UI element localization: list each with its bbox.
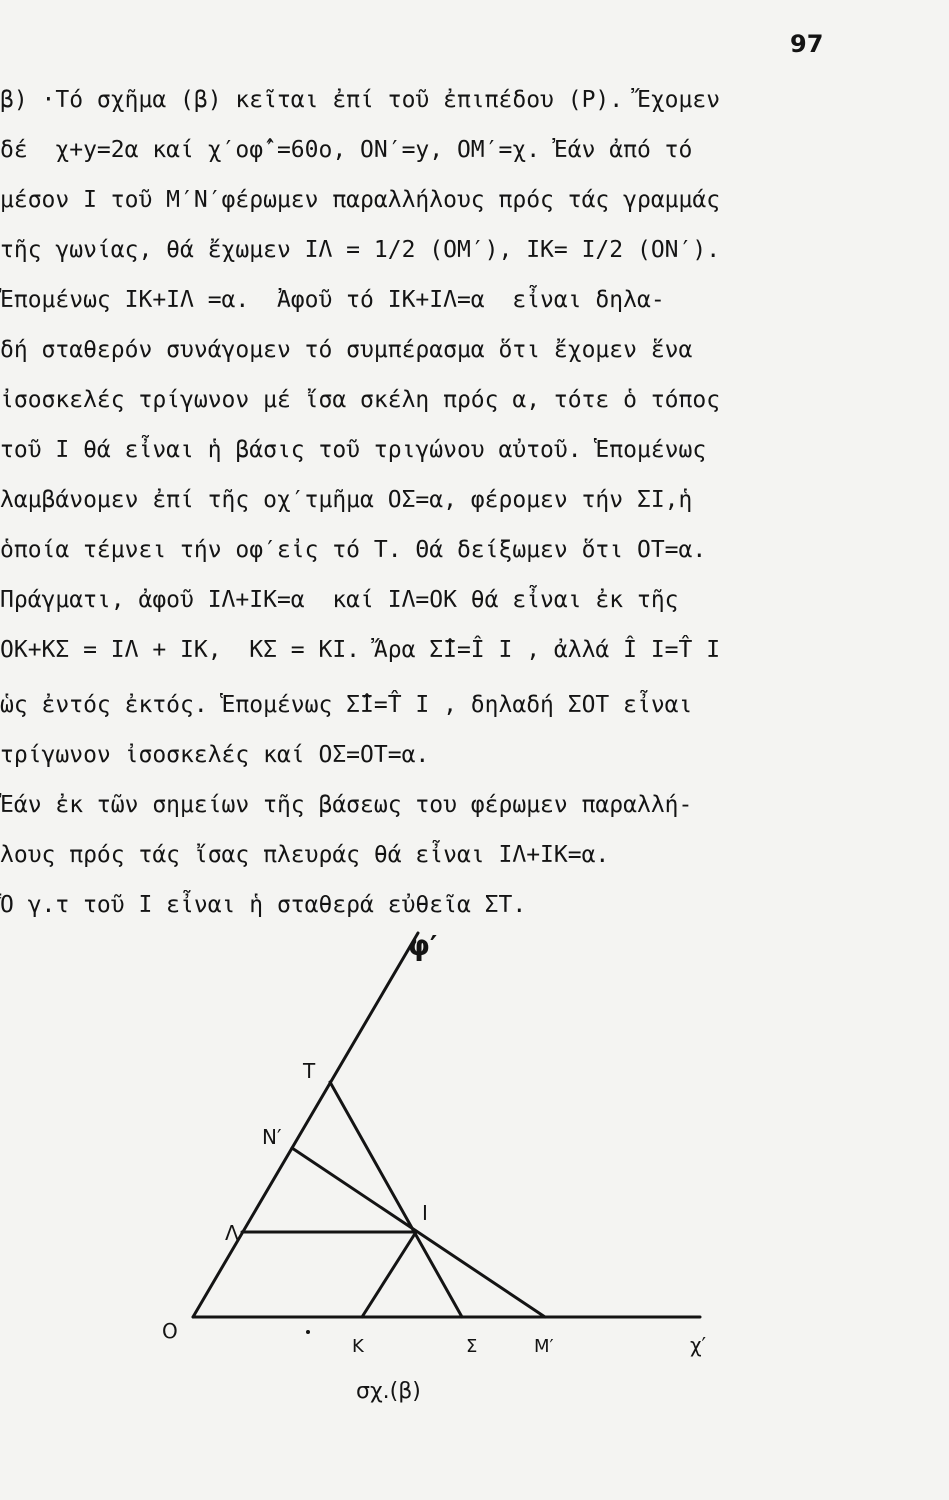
text-line-3: μέσον Ι τοῦ Μ′Ν′φέρωμεν παραλλήλους πρός τάς γραμμάς xyxy=(0,187,721,213)
page-number: 97 xyxy=(790,30,824,58)
text-line-9: λαμβάνομεν ἐπί τῆς οχ′τμῆμα ΟΣ=α, φέρομεν τήν ΣΙ,ἡ xyxy=(0,487,693,513)
text-line-4: τῆς γωνίας, θά ἔχωμεν ΙΛ = 1/2 (ΟΜ′), ΙΚ= Ι/2 (ΟΝ′). xyxy=(0,237,721,263)
label-m: Μ′ xyxy=(534,1336,554,1357)
label-phi: φ′ xyxy=(408,929,438,962)
line-ik xyxy=(362,1232,416,1317)
label-t: Τ xyxy=(303,1059,316,1083)
figure-caption: σχ.(β) xyxy=(356,1379,421,1404)
label-o: Ο xyxy=(162,1319,178,1343)
text-line-11: Πράγματι, ἀφοῦ ΙΛ+ΙΚ=α καί ΙΛ=ΟΚ θά εἶναι ἐκ τῆς xyxy=(0,587,679,613)
label-i: Ι xyxy=(422,1201,428,1225)
text-line-10: ὁποία τέμνει τήν οφ′εἰς τό Τ. Θά δείξωμεν ὅτι ΟΤ=α. xyxy=(0,537,707,563)
text-line-1: β) ·Τό σχῆμα (β) κεῖται ἐπί τοῦ ἐπιπέδου (Ρ). Ἔχομεν xyxy=(0,87,721,113)
text-line-14: τρίγωνον ἰσοσκελές καί ΟΣ=ΟΤ=α. xyxy=(0,742,430,768)
figure-dot xyxy=(306,1330,310,1334)
label-sigma: Σ xyxy=(466,1336,478,1357)
text-line-17: Ὁ γ.τ τοῦ Ι εἶναι ἡ σταθερά εὐθεῖα ΣΤ. xyxy=(0,892,527,918)
label-k: Κ xyxy=(352,1336,364,1357)
text-line-15: Ἐάν ἐκ τῶν σημείων τῆς βάσεως του φέρωμεν παραλλή- xyxy=(0,792,693,818)
text-line-12: ΟΚ+ΚΣ = ΙΛ + ΙΚ, ΚΣ = ΚΙ. Ἄρα Σ̂Ι=Î Ι , ἀλλά Î Ι=T̂ Ι xyxy=(0,637,721,663)
text-line-8: τοῦ Ι θά εἶναι ἡ βάσις τοῦ τριγώνου αὐτοῦ. Ἑπομένως xyxy=(0,437,707,463)
label-n: Ν′ xyxy=(262,1125,282,1149)
text-line-5: Ἐπομένως ΙΚ+ΙΛ =α. Ἀφοῦ τό ΙΚ+ΙΛ=α εἶναι δηλα- xyxy=(0,287,665,313)
label-x: χ′ xyxy=(690,1333,707,1357)
text-line-7: ἰσοσκελές τρίγωνον μέ ἴσα σκέλη πρός α, τότε ὁ τόπος xyxy=(0,387,721,413)
text-line-16: λους πρός τάς ἴσας πλευράς θά εἶναι ΙΛ+ΙΚ=α. xyxy=(0,842,610,868)
label-lambda: Λ xyxy=(225,1221,239,1245)
line-ts xyxy=(330,1082,462,1317)
text-line-2: δέ χ+y=2α καί χ′οφ̂′=60ο, ΟΝ′=y, ΟΜ′=χ. Ἐάν ἀπό τό xyxy=(0,137,693,163)
line-ophi xyxy=(193,933,418,1317)
text-line-13: ὡς ἐντός ἐκτός. Ἑπομένως Σ̂Ι=T̂ Ι , δηλαδή ΣΟΤ εἶναι xyxy=(0,692,693,718)
text-line-6: δή σταθερόν συνάγομεν τό συμπέρασμα ὅτι ἔχομεν ἕνα xyxy=(0,337,693,363)
